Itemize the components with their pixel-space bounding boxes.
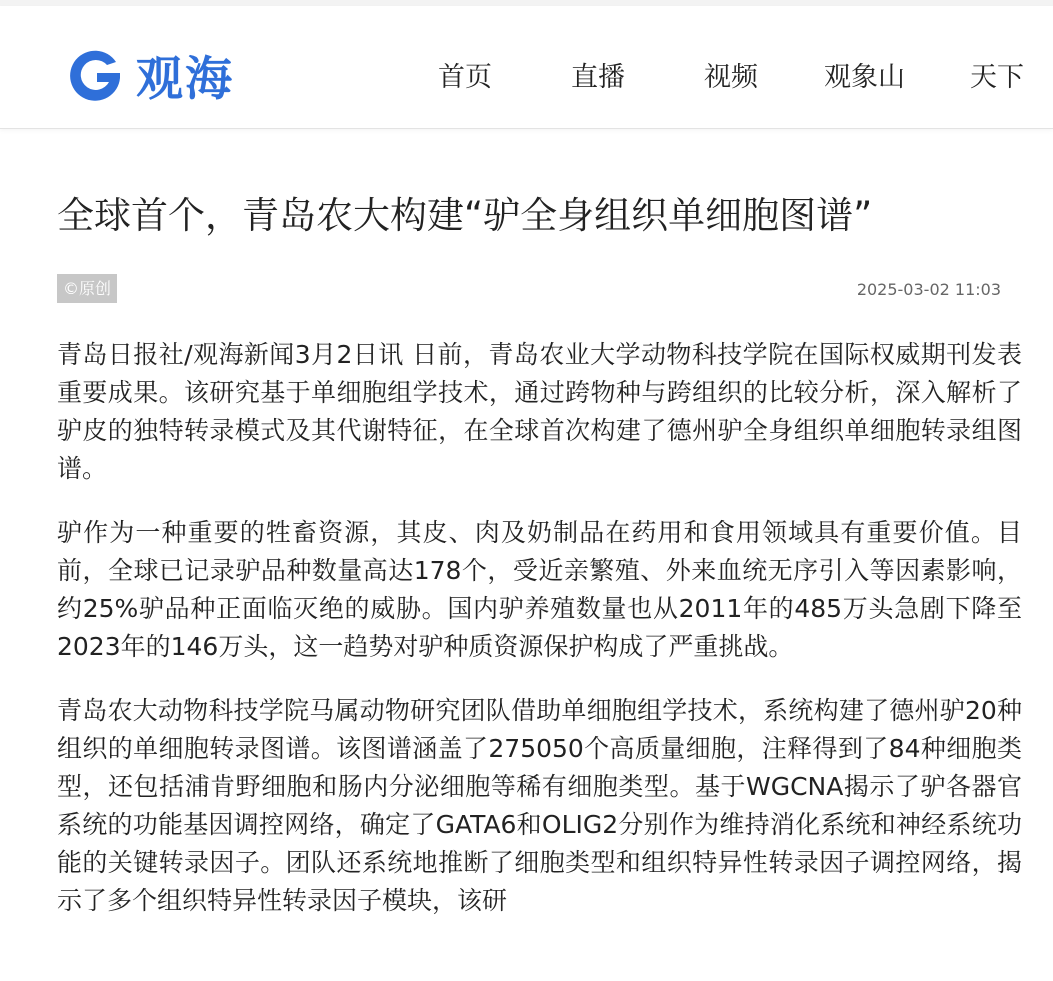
nav-item-video[interactable]: 视频 [704,62,758,93]
article-paragraph: 驴作为一种重要的牲畜资源，其皮、肉及奶制品在药用和食用领域具有重要价值。目前，全球已记录驴品种数量高达178个，受近亲繁殖、外来血统无序引入等因素影响，约25%驴品种正面临灭绝的威胁。国内驴养殖数量也从2011年的485万头急剧下降至2023年的146万头，这一趋势对驴种质资源保护构成了严重挑战。 [57,518,1022,661]
logo-text: 观海 [136,51,234,107]
nav-item-home[interactable]: 首页 [438,62,492,93]
article-paragraph: 青岛农大动物科技学院马属动物研究团队借助单细胞组学技术，系统构建了德州驴20种组织的单细胞转录图谱。该图谱涵盖了275050个高质量细胞，注释得到了84种细胞类型，还包括浦肯野细胞和肠内分泌细胞等稀有细胞类型。基于WGCNA揭示了驴各器官系统的功能基因调控网络，确定了GATA6和OLIG2分别作为维持消化系统和神经系统功能的关键转录因子。团队还系统地推断了细胞类型和组织特异性转录因子调控网络，揭示了多个组织特异性转录因子模块，该研 [57,696,1022,915]
nav-item-world[interactable]: 天下 [970,62,1024,93]
site-header [0,6,1053,129]
article-paragraph: 青岛日报社/观海新闻3月2日讯 日前，青岛农业大学动物科技学院在国际权威期刊发表重要成果。该研究基于单细胞组学技术，通过跨物种与跨组织的比较分析，深入解析了驴皮的独特转录模式及其代谢特征，在全球首次构建了德州驴全身组织单细胞转录组图谱。 [57,340,1022,483]
article-title: 全球首个，青岛农大构建“驴全身组织单细胞图谱” [57,194,873,237]
nav-item-guanxiangshan[interactable]: 观象山 [824,62,905,93]
publish-date: 2025-03-02 11:03 [856,280,1001,299]
nav-item-live[interactable]: 直播 [571,62,625,93]
main-nav [0,58,1053,98]
original-badge: ©原创 [57,274,117,303]
article-body [57,336,1022,946]
